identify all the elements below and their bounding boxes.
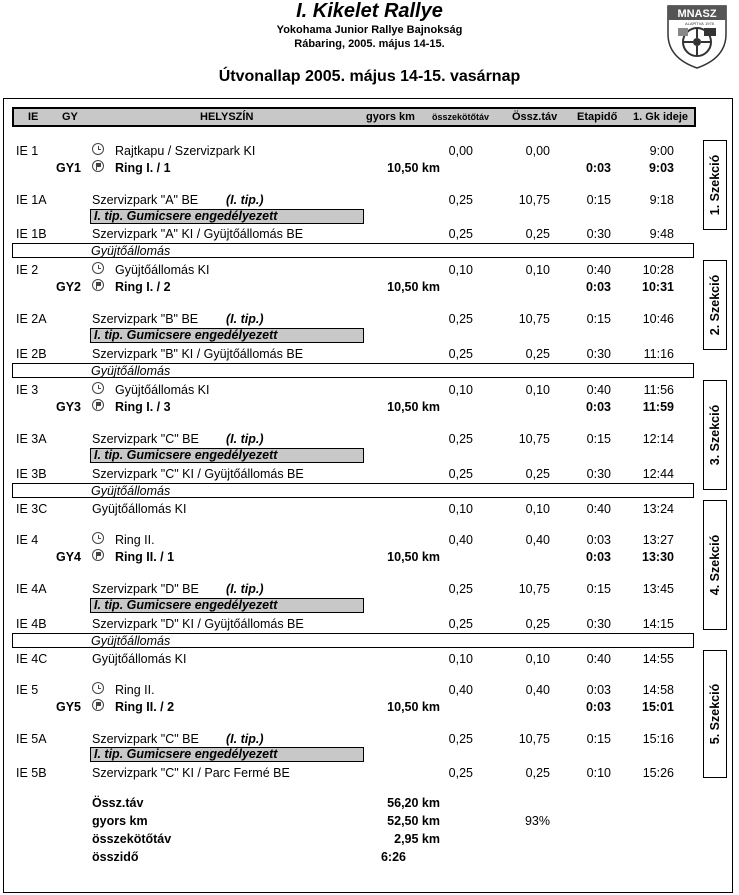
table-cell: 10,50 km — [387, 161, 440, 175]
flag-icon — [92, 279, 104, 291]
table-cell: 0,00 — [525, 144, 550, 158]
table-cell: IE 3 — [16, 383, 39, 397]
table-row — [0, 192, 739, 208]
table-row — [0, 431, 739, 447]
tire-change-note: I. tip. Gumicsere engedélyezett — [90, 598, 364, 613]
table-cell: 0:30 — [586, 617, 611, 631]
flag-icon — [92, 160, 104, 172]
collection-station-note: Gyüjtőállomás — [12, 363, 694, 378]
table-cell: 10,75 — [518, 732, 550, 746]
table-cell: GY3 — [56, 400, 82, 414]
table-cell: Gyüjtőállomás KI — [92, 502, 187, 516]
table-cell: Gyüjtőállomás KI — [115, 383, 210, 397]
flag-icon — [92, 399, 104, 411]
collection-station-note: Gyüjtőállomás — [12, 633, 694, 648]
table-cell: 0,25 — [448, 766, 473, 780]
table-cell: 11:59 — [642, 400, 674, 414]
table-cell: 10,50 km — [387, 700, 440, 714]
flag-icon — [92, 699, 104, 711]
table-row — [0, 311, 739, 327]
summary-total-value: 56,20 km — [387, 796, 440, 810]
table-cell: 10:46 — [642, 312, 674, 326]
summary-total-label: Össz.táv — [92, 796, 144, 810]
table-row — [0, 549, 739, 565]
page-title: I. Kikelet Rallye — [296, 0, 443, 22]
summary-liaison-label: összekötőtáv — [92, 832, 172, 846]
table-cell: 0:03 — [585, 280, 611, 294]
table-cell: 0,25 — [525, 766, 550, 780]
table-cell: 10,50 km — [387, 550, 440, 564]
table-cell: 12:14 — [642, 432, 674, 446]
clock-icon — [92, 262, 104, 274]
table-cell: Szervizpark "C" KI / Parc Fermé BE — [92, 766, 290, 780]
table-cell: 0:15 — [586, 582, 611, 596]
clock-icon — [92, 532, 104, 544]
section-label-5 — [703, 650, 727, 778]
table-cell: Rajtkapu / Szervizpark KI — [115, 144, 256, 158]
table-cell: IE 2B — [16, 347, 47, 361]
table-cell: 14:55 — [642, 652, 674, 666]
section-label-4 — [703, 500, 727, 630]
table-cell: 0,25 — [525, 617, 550, 631]
table-cell: 0:40 — [586, 263, 611, 277]
clock-icon — [92, 382, 104, 394]
summary-speed-label: gyors km — [92, 814, 148, 828]
table-cell: (I. tip.) — [226, 432, 264, 446]
flag-icon — [92, 549, 104, 561]
table-header — [12, 107, 696, 127]
table-cell: 0,40 — [448, 533, 473, 547]
table-cell: 13:24 — [642, 502, 674, 516]
table-cell: 15:16 — [642, 732, 674, 746]
table-cell: 0,25 — [448, 347, 473, 361]
summary-time-value: 6:26 — [380, 850, 406, 864]
table-cell: 0:15 — [586, 193, 611, 207]
table-cell: 12:44 — [642, 467, 674, 481]
table-cell: Szervizpark "A" BE — [92, 193, 199, 207]
table-cell: Ring I. / 3 — [115, 400, 171, 414]
table-row — [0, 765, 739, 781]
route-sheet-heading: Útvonallap 2005. május 14-15. vasárnap — [218, 68, 521, 85]
table-cell: Ring II. — [115, 683, 155, 697]
table-cell: 0:15 — [586, 732, 611, 746]
mnasz-logo — [660, 0, 734, 70]
table-cell: IE 3C — [16, 502, 48, 516]
table-cell: IE 5B — [16, 766, 47, 780]
table-cell: Szervizpark "B" KI / Gyüjtőállomás BE — [92, 347, 304, 361]
table-row — [0, 501, 739, 517]
section-label-text: 1. Szekció — [708, 154, 722, 216]
clock-icon — [92, 143, 104, 155]
table-cell: Szervizpark "A" KI / Gyüjtőállomás BE — [92, 227, 304, 241]
table-cell: 10,75 — [518, 582, 550, 596]
table-row — [0, 399, 739, 415]
table-cell: IE 3B — [16, 467, 47, 481]
collection-station-note: Gyüjtőállomás — [12, 483, 694, 498]
table-cell: Gyüjtőállomás KI — [92, 652, 187, 666]
table-cell: 0,25 — [448, 617, 473, 631]
table-cell: 0:30 — [586, 467, 611, 481]
table-cell: 13:30 — [642, 550, 674, 564]
table-cell: IE 1 — [16, 144, 39, 158]
table-cell: 0:03 — [585, 700, 611, 714]
table-cell: 10:28 — [642, 263, 674, 277]
table-row — [0, 346, 739, 362]
table-cell: 0,10 — [448, 263, 473, 277]
table-cell: Gyüjtőállomás KI — [115, 263, 210, 277]
table-cell: 0:03 — [586, 683, 611, 697]
table-cell: Szervizpark "C" KI / Gyüjtőállomás BE — [92, 467, 304, 481]
table-cell: 0:15 — [586, 432, 611, 446]
table-cell: 13:45 — [642, 582, 674, 596]
table-cell: 0:03 — [585, 400, 611, 414]
table-cell: 0:03 — [585, 161, 611, 175]
table-cell: 0:10 — [586, 766, 611, 780]
table-cell: IE 1B — [16, 227, 47, 241]
table-cell: 13:27 — [642, 533, 674, 547]
col-gyors: gyors km — [366, 111, 415, 123]
table-cell: 9:03 — [648, 161, 674, 175]
logo-small-text: ALAPÍTVA — [685, 21, 704, 26]
table-cell: IE 2A — [16, 312, 47, 326]
tire-change-note: I. tip. Gumicsere engedélyezett — [90, 747, 364, 762]
table-cell: 0,00 — [448, 144, 473, 158]
table-cell: 11:56 — [643, 383, 674, 397]
col-ie: IE — [28, 111, 39, 123]
table-cell: 0:40 — [586, 502, 611, 516]
col-helyszin: HELYSZÍN — [200, 111, 254, 123]
table-cell: GY4 — [56, 550, 82, 564]
table-cell: IE 4B — [16, 617, 47, 631]
table-cell: 0,25 — [448, 193, 473, 207]
table-row — [0, 382, 739, 398]
table-row — [0, 160, 739, 176]
table-cell: (I. tip.) — [226, 193, 264, 207]
table-row — [0, 466, 739, 482]
summary-time-label: összidő — [92, 850, 139, 864]
tire-change-note: I. tip. Gumicsere engedélyezett — [90, 209, 364, 224]
table-cell: IE 5 — [16, 683, 39, 697]
table-cell: 10,75 — [518, 432, 550, 446]
table-cell: 0,25 — [448, 227, 473, 241]
table-cell: 0,25 — [448, 467, 473, 481]
table-cell: Szervizpark "D" KI / Gyüjtőállomás BE — [92, 617, 304, 631]
table-cell: 0,25 — [448, 732, 473, 746]
summary-speed-percent: 93% — [524, 814, 550, 828]
table-cell: 0:40 — [586, 652, 611, 666]
section-label-text: 2. Szekció — [708, 274, 722, 336]
table-cell: IE 4C — [16, 652, 48, 666]
section-label-text: 4. Szekció — [708, 534, 722, 596]
table-row — [0, 226, 739, 242]
table-cell: Ring I. / 2 — [115, 280, 171, 294]
col-etap: Etapidő — [577, 111, 618, 123]
table-cell: IE 2 — [16, 263, 39, 277]
table-cell: Szervizpark "C" BE — [92, 432, 199, 446]
table-cell: 0,10 — [448, 652, 473, 666]
championship-subtitle: Yokohama Junior Rallye Bajnokság — [276, 24, 463, 36]
table-row — [0, 682, 739, 698]
section-label-2 — [703, 260, 727, 350]
table-cell: (I. tip.) — [226, 582, 264, 596]
summary-liaison-value: 2,95 km — [394, 832, 440, 846]
col-gk: 1. Gk ideje — [633, 111, 689, 123]
table-cell: 0,25 — [525, 467, 550, 481]
table-cell: 0,25 — [448, 582, 473, 596]
table-cell: 0,25 — [448, 312, 473, 326]
table-cell: Ring II. / 2 — [115, 700, 175, 714]
table-cell: 15:01 — [642, 700, 674, 714]
table-cell: 0,40 — [525, 533, 550, 547]
table-cell: Szervizpark "B" BE — [92, 312, 199, 326]
table-cell: 0,10 — [525, 383, 550, 397]
table-cell: 0,25 — [448, 432, 473, 446]
table-cell: 0:15 — [586, 312, 611, 326]
table-row — [0, 532, 739, 548]
table-row — [0, 581, 739, 597]
table-cell: (I. tip.) — [226, 312, 264, 326]
table-cell: 10:31 — [642, 280, 674, 294]
col-osszekoto: összekötőtáv — [432, 112, 490, 122]
table-cell: GY2 — [56, 280, 82, 294]
table-cell: 0,10 — [525, 502, 550, 516]
table-row — [0, 651, 739, 667]
table-cell: 10,50 km — [387, 280, 440, 294]
table-cell: (I. tip.) — [226, 732, 264, 746]
table-cell: 0,25 — [525, 347, 550, 361]
table-cell: Ring I. / 1 — [115, 161, 171, 175]
table-cell: 0:30 — [586, 347, 611, 361]
table-cell: 0,40 — [525, 683, 550, 697]
table-cell: 0,10 — [525, 652, 550, 666]
table-cell: IE 3A — [16, 432, 47, 446]
logo-text: MNASZ — [677, 8, 717, 20]
summary-speed-value: 52,50 km — [387, 814, 440, 828]
table-row — [0, 262, 739, 278]
table-cell: 0:03 — [585, 550, 611, 564]
table-cell: Ring II. / 1 — [115, 550, 175, 564]
clock-icon — [92, 682, 104, 694]
table-cell: 10,50 km — [387, 400, 440, 414]
tire-change-note: I. tip. Gumicsere engedélyezett — [90, 448, 364, 463]
table-row — [0, 699, 739, 715]
table-cell: 15:26 — [642, 766, 674, 780]
section-label-text: 3. Szekció — [708, 404, 722, 466]
table-cell: 0,10 — [448, 383, 473, 397]
table-cell: 0,25 — [525, 227, 550, 241]
table-cell: 10,75 — [518, 312, 550, 326]
table-cell: Szervizpark "D" BE — [92, 582, 199, 596]
table-cell: Ring II. — [115, 533, 155, 547]
table-cell: IE 4 — [16, 533, 39, 547]
table-cell: 14:15 — [642, 617, 674, 631]
table-cell: 11:16 — [643, 347, 674, 361]
table-cell: 0,10 — [525, 263, 550, 277]
table-row — [0, 616, 739, 632]
section-label-1 — [703, 140, 727, 230]
table-cell: 0,40 — [448, 683, 473, 697]
table-row — [0, 279, 739, 295]
table-cell: 9:48 — [649, 227, 674, 241]
table-row — [0, 143, 739, 159]
table-cell: IE 1A — [16, 193, 47, 207]
table-cell: IE 4A — [16, 582, 47, 596]
logo-year-text: 1978 — [705, 21, 714, 26]
venue-date-subtitle: Rábaring, 2005. május 14-15. — [294, 38, 445, 50]
table-cell: 10,75 — [518, 193, 550, 207]
section-label-3 — [703, 380, 727, 490]
col-gy: GY — [62, 111, 78, 123]
collection-station-note: Gyüjtőállomás — [12, 243, 694, 258]
table-cell: 9:00 — [649, 144, 674, 158]
table-cell: Szervizpark "C" BE — [92, 732, 199, 746]
table-row — [0, 731, 739, 747]
table-cell: 0:03 — [586, 533, 611, 547]
tire-change-note: I. tip. Gumicsere engedélyezett — [90, 328, 364, 343]
table-cell: IE 5A — [16, 732, 47, 746]
col-ossz: Össz.táv — [512, 111, 558, 123]
table-cell: 0:40 — [586, 383, 611, 397]
table-cell: 0:30 — [586, 227, 611, 241]
table-cell: 14:58 — [642, 683, 674, 697]
table-cell: GY5 — [56, 700, 82, 714]
table-cell: 0,10 — [448, 502, 473, 516]
section-label-text: 5. Szekció — [708, 683, 722, 745]
table-cell: 9:18 — [649, 193, 674, 207]
table-cell: GY1 — [56, 161, 82, 175]
